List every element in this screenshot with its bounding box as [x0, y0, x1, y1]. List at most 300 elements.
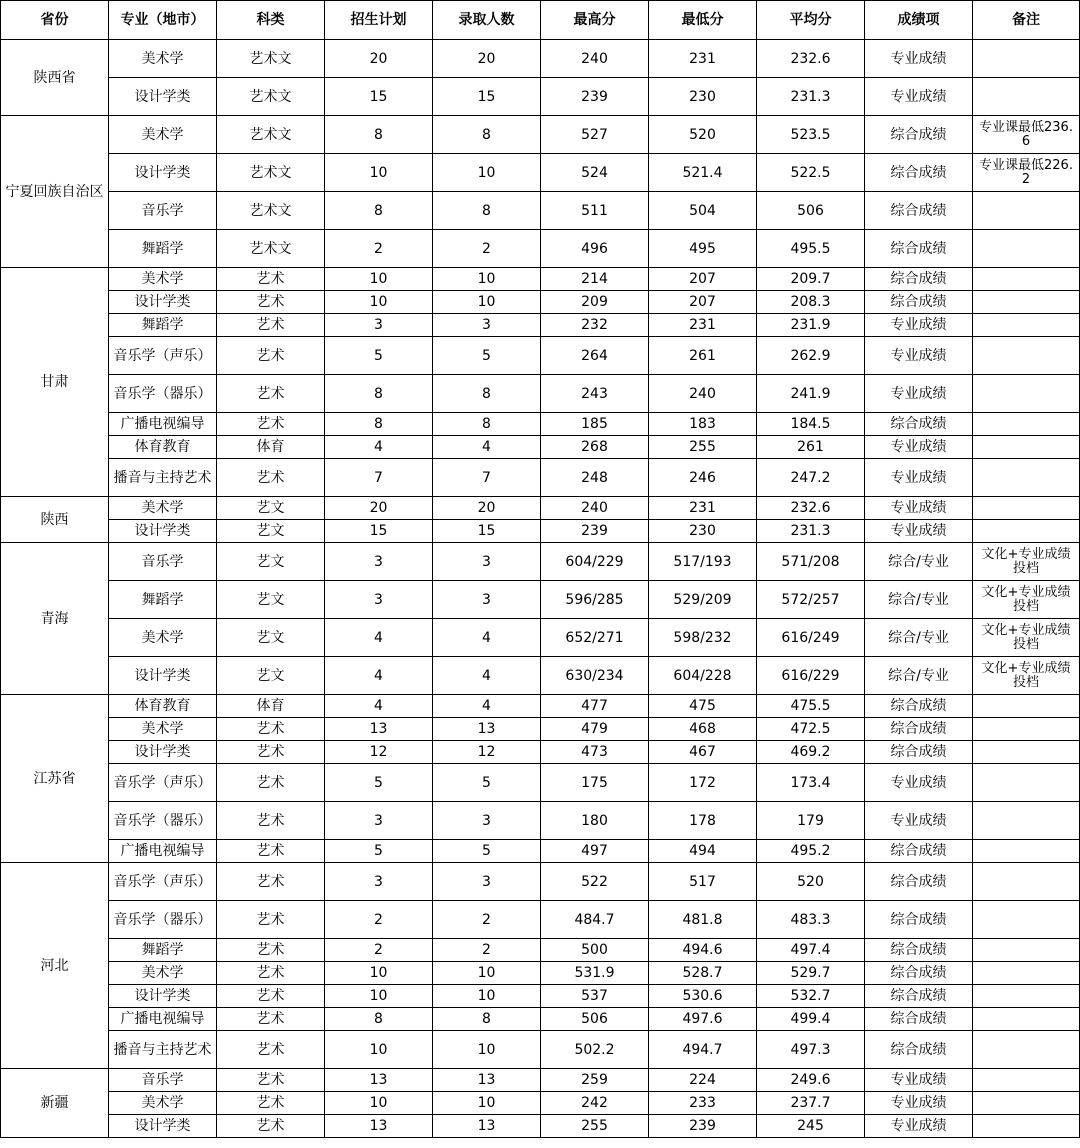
max-score-cell: 185 [541, 413, 649, 436]
plan-cell: 10 [325, 1092, 433, 1115]
category-cell: 体育 [217, 695, 325, 718]
remark-cell [973, 840, 1080, 863]
admitted-cell: 13 [433, 718, 541, 741]
category-cell: 艺文 [217, 619, 325, 657]
admitted-cell: 15 [433, 520, 541, 543]
province-cell: 青海 [1, 543, 109, 695]
category-cell: 艺术 [217, 962, 325, 985]
score-item-cell: 综合成绩 [865, 901, 973, 939]
admitted-cell: 8 [433, 375, 541, 413]
category-cell: 艺文 [217, 657, 325, 695]
remark-cell [973, 718, 1080, 741]
table-row [1, 985, 1080, 1008]
avg-score-cell: 520 [757, 863, 865, 901]
plan-cell: 7 [325, 459, 433, 497]
plan-cell: 15 [325, 78, 433, 116]
admitted-cell: 5 [433, 337, 541, 375]
score-item-cell: 专业成绩 [865, 337, 973, 375]
avg-score-cell: 237.7 [757, 1092, 865, 1115]
max-score-cell: 479 [541, 718, 649, 741]
score-item-cell: 专业成绩 [865, 375, 973, 413]
province-cell: 新疆 [1, 1069, 109, 1138]
score-item-cell: 综合成绩 [865, 413, 973, 436]
avg-score-cell: 262.9 [757, 337, 865, 375]
plan-cell: 3 [325, 543, 433, 581]
admitted-cell: 4 [433, 657, 541, 695]
max-score-cell: 477 [541, 695, 649, 718]
avg-score-cell: 231.3 [757, 78, 865, 116]
avg-score-cell: 472.5 [757, 718, 865, 741]
avg-score-cell: 231.3 [757, 520, 865, 543]
min-score-cell: 494.7 [649, 1031, 757, 1069]
avg-score-cell: 261 [757, 436, 865, 459]
min-score-cell: 520 [649, 116, 757, 154]
avg-score-cell: 483.3 [757, 901, 865, 939]
admitted-cell: 3 [433, 543, 541, 581]
score-item-cell: 专业成绩 [865, 1115, 973, 1138]
max-score-cell: 497 [541, 840, 649, 863]
min-score-cell: 494.6 [649, 939, 757, 962]
plan-cell: 10 [325, 1031, 433, 1069]
major-cell: 音乐学 [109, 1069, 217, 1092]
max-score-cell: 537 [541, 985, 649, 1008]
max-score-cell: 175 [541, 764, 649, 802]
admitted-cell: 3 [433, 581, 541, 619]
admitted-cell: 7 [433, 459, 541, 497]
table-row [1, 268, 1080, 291]
plan-cell: 8 [325, 1008, 433, 1031]
min-score-cell: 598/232 [649, 619, 757, 657]
plan-cell: 13 [325, 718, 433, 741]
header-max-score: 最高分 [541, 1, 649, 40]
category-cell: 艺术 [217, 375, 325, 413]
avg-score-cell: 475.5 [757, 695, 865, 718]
avg-score-cell: 173.4 [757, 764, 865, 802]
remark-cell [973, 863, 1080, 901]
admitted-cell: 12 [433, 741, 541, 764]
remark-cell [973, 802, 1080, 840]
avg-score-cell: 469.2 [757, 741, 865, 764]
score-item-cell: 专业成绩 [865, 1069, 973, 1092]
remark-cell [973, 764, 1080, 802]
min-score-cell: 495 [649, 230, 757, 268]
avg-score-cell: 247.2 [757, 459, 865, 497]
score-item-cell: 综合成绩 [865, 741, 973, 764]
plan-cell: 12 [325, 741, 433, 764]
max-score-cell: 239 [541, 78, 649, 116]
table-row [1, 741, 1080, 764]
max-score-cell: 473 [541, 741, 649, 764]
table-row [1, 375, 1080, 413]
table-row [1, 192, 1080, 230]
admitted-cell: 8 [433, 413, 541, 436]
min-score-cell: 528.7 [649, 962, 757, 985]
score-item-cell: 综合/专业 [865, 581, 973, 619]
avg-score-cell: 616/249 [757, 619, 865, 657]
max-score-cell: 527 [541, 116, 649, 154]
plan-cell: 4 [325, 436, 433, 459]
table-row [1, 863, 1080, 901]
major-cell: 舞蹈学 [109, 581, 217, 619]
plan-cell: 4 [325, 619, 433, 657]
max-score-cell: 496 [541, 230, 649, 268]
min-score-cell: 468 [649, 718, 757, 741]
max-score-cell: 232 [541, 314, 649, 337]
min-score-cell: 530.6 [649, 985, 757, 1008]
remark-cell [973, 413, 1080, 436]
admitted-cell: 10 [433, 268, 541, 291]
admitted-cell: 10 [433, 291, 541, 314]
category-cell: 艺术 [217, 764, 325, 802]
score-item-cell: 综合成绩 [865, 268, 973, 291]
plan-cell: 3 [325, 314, 433, 337]
admitted-cell: 8 [433, 1008, 541, 1031]
min-score-cell: 224 [649, 1069, 757, 1092]
remark-cell [973, 436, 1080, 459]
table-row [1, 657, 1080, 695]
category-cell: 艺术 [217, 718, 325, 741]
remark-cell [973, 268, 1080, 291]
min-score-cell: 494 [649, 840, 757, 863]
max-score-cell: 506 [541, 1008, 649, 1031]
plan-cell: 3 [325, 863, 433, 901]
avg-score-cell: 497.4 [757, 939, 865, 962]
major-cell: 音乐学（声乐） [109, 337, 217, 375]
table-row [1, 116, 1080, 154]
remark-cell [973, 459, 1080, 497]
score-item-cell: 综合成绩 [865, 1031, 973, 1069]
major-cell: 体育教育 [109, 436, 217, 459]
avg-score-cell: 231.9 [757, 314, 865, 337]
min-score-cell: 178 [649, 802, 757, 840]
score-item-cell: 综合成绩 [865, 863, 973, 901]
header-province: 省份 [1, 1, 109, 40]
score-item-cell: 综合成绩 [865, 939, 973, 962]
admitted-cell: 20 [433, 40, 541, 78]
header-admitted: 录取人数 [433, 1, 541, 40]
plan-cell: 3 [325, 802, 433, 840]
category-cell: 艺术文 [217, 78, 325, 116]
remark-cell [973, 1115, 1080, 1138]
max-score-cell: 240 [541, 497, 649, 520]
table-row [1, 520, 1080, 543]
remark-cell: 文化+专业成绩投档 [973, 657, 1080, 695]
category-cell: 艺术 [217, 459, 325, 497]
province-cell: 江苏省 [1, 695, 109, 863]
major-cell: 体育教育 [109, 695, 217, 718]
remark-cell: 文化+专业成绩投档 [973, 543, 1080, 581]
category-cell: 艺文 [217, 581, 325, 619]
admitted-cell: 8 [433, 192, 541, 230]
header-remarks: 备注 [973, 1, 1080, 40]
plan-cell: 20 [325, 497, 433, 520]
admitted-cell: 10 [433, 985, 541, 1008]
score-item-cell: 专业成绩 [865, 78, 973, 116]
plan-cell: 8 [325, 413, 433, 436]
plan-cell: 4 [325, 657, 433, 695]
score-item-cell: 专业成绩 [865, 764, 973, 802]
min-score-cell: 240 [649, 375, 757, 413]
major-cell: 播音与主持艺术 [109, 1031, 217, 1069]
header-avg-score: 平均分 [757, 1, 865, 40]
max-score-cell: 531.9 [541, 962, 649, 985]
remark-cell [973, 337, 1080, 375]
avg-score-cell: 616/229 [757, 657, 865, 695]
admitted-cell: 10 [433, 1092, 541, 1115]
major-cell: 设计学类 [109, 657, 217, 695]
category-cell: 艺术 [217, 802, 325, 840]
min-score-cell: 604/228 [649, 657, 757, 695]
table-body [1, 40, 1080, 1138]
table-row [1, 230, 1080, 268]
max-score-cell: 502.2 [541, 1031, 649, 1069]
table-row [1, 154, 1080, 192]
category-cell: 艺术 [217, 1031, 325, 1069]
header-major: 专业（地市） [109, 1, 217, 40]
header-plan: 招生计划 [325, 1, 433, 40]
plan-cell: 2 [325, 939, 433, 962]
remark-cell [973, 375, 1080, 413]
admitted-cell: 4 [433, 619, 541, 657]
plan-cell: 2 [325, 230, 433, 268]
remark-cell [973, 497, 1080, 520]
category-cell: 艺术文 [217, 230, 325, 268]
major-cell: 音乐学（器乐） [109, 901, 217, 939]
table-row [1, 413, 1080, 436]
admitted-cell: 15 [433, 78, 541, 116]
admitted-cell: 10 [433, 962, 541, 985]
major-cell: 设计学类 [109, 520, 217, 543]
score-item-cell: 专业成绩 [865, 497, 973, 520]
category-cell: 艺术 [217, 1008, 325, 1031]
max-score-cell: 214 [541, 268, 649, 291]
admitted-cell: 4 [433, 695, 541, 718]
table-row [1, 764, 1080, 802]
table-row [1, 1008, 1080, 1031]
min-score-cell: 207 [649, 268, 757, 291]
avg-score-cell: 495.2 [757, 840, 865, 863]
category-cell: 艺术 [217, 1115, 325, 1138]
admitted-cell: 10 [433, 1031, 541, 1069]
admitted-cell: 20 [433, 497, 541, 520]
min-score-cell: 183 [649, 413, 757, 436]
max-score-cell: 239 [541, 520, 649, 543]
max-score-cell: 511 [541, 192, 649, 230]
admitted-cell: 2 [433, 939, 541, 962]
max-score-cell: 259 [541, 1069, 649, 1092]
major-cell: 美术学 [109, 962, 217, 985]
major-cell: 广播电视编导 [109, 840, 217, 863]
province-cell: 陕西省 [1, 40, 109, 116]
max-score-cell: 240 [541, 40, 649, 78]
major-cell: 美术学 [109, 718, 217, 741]
score-item-cell: 专业成绩 [865, 40, 973, 78]
min-score-cell: 529/209 [649, 581, 757, 619]
avg-score-cell: 532.7 [757, 985, 865, 1008]
min-score-cell: 261 [649, 337, 757, 375]
min-score-cell: 207 [649, 291, 757, 314]
admitted-cell: 5 [433, 840, 541, 863]
admitted-cell: 2 [433, 230, 541, 268]
table-row [1, 314, 1080, 337]
score-item-cell: 专业成绩 [865, 802, 973, 840]
score-item-cell: 综合成绩 [865, 962, 973, 985]
major-cell: 美术学 [109, 497, 217, 520]
plan-cell: 10 [325, 268, 433, 291]
score-item-cell: 综合成绩 [865, 985, 973, 1008]
max-score-cell: 522 [541, 863, 649, 901]
major-cell: 设计学类 [109, 291, 217, 314]
plan-cell: 10 [325, 985, 433, 1008]
plan-cell: 8 [325, 192, 433, 230]
avg-score-cell: 529.7 [757, 962, 865, 985]
plan-cell: 5 [325, 840, 433, 863]
avg-score-cell: 209.7 [757, 268, 865, 291]
score-item-cell: 综合成绩 [865, 695, 973, 718]
plan-cell: 10 [325, 291, 433, 314]
plan-cell: 5 [325, 764, 433, 802]
table-row [1, 497, 1080, 520]
admitted-cell: 8 [433, 116, 541, 154]
min-score-cell: 504 [649, 192, 757, 230]
category-cell: 艺术 [217, 985, 325, 1008]
admitted-cell: 3 [433, 863, 541, 901]
avg-score-cell: 572/257 [757, 581, 865, 619]
major-cell: 美术学 [109, 619, 217, 657]
min-score-cell: 497.6 [649, 1008, 757, 1031]
remark-cell [973, 192, 1080, 230]
table-row [1, 40, 1080, 78]
score-item-cell: 专业成绩 [865, 314, 973, 337]
score-item-cell: 专业成绩 [865, 520, 973, 543]
max-score-cell: 209 [541, 291, 649, 314]
min-score-cell: 481.8 [649, 901, 757, 939]
category-cell: 艺术 [217, 901, 325, 939]
max-score-cell: 255 [541, 1115, 649, 1138]
max-score-cell: 180 [541, 802, 649, 840]
category-cell: 艺术文 [217, 192, 325, 230]
plan-cell: 13 [325, 1115, 433, 1138]
min-score-cell: 255 [649, 436, 757, 459]
score-item-cell: 综合/专业 [865, 619, 973, 657]
category-cell: 艺文 [217, 497, 325, 520]
plan-cell: 3 [325, 581, 433, 619]
max-score-cell: 652/271 [541, 619, 649, 657]
major-cell: 设计学类 [109, 741, 217, 764]
table-row [1, 901, 1080, 939]
min-score-cell: 231 [649, 314, 757, 337]
admitted-cell: 3 [433, 314, 541, 337]
max-score-cell: 248 [541, 459, 649, 497]
table-header [1, 1, 1080, 40]
major-cell: 设计学类 [109, 985, 217, 1008]
header-score-item: 成绩项 [865, 1, 973, 40]
table-row [1, 619, 1080, 657]
admitted-cell: 4 [433, 436, 541, 459]
remark-cell [973, 1031, 1080, 1069]
major-cell: 广播电视编导 [109, 413, 217, 436]
remark-cell [973, 78, 1080, 116]
min-score-cell: 521.4 [649, 154, 757, 192]
max-score-cell: 604/229 [541, 543, 649, 581]
remark-cell [973, 1069, 1080, 1092]
plan-cell: 4 [325, 695, 433, 718]
major-cell: 舞蹈学 [109, 230, 217, 268]
max-score-cell: 264 [541, 337, 649, 375]
table-row [1, 1115, 1080, 1138]
category-cell: 艺术 [217, 337, 325, 375]
major-cell: 美术学 [109, 116, 217, 154]
category-cell: 艺术 [217, 939, 325, 962]
plan-cell: 10 [325, 962, 433, 985]
min-score-cell: 230 [649, 78, 757, 116]
plan-cell: 8 [325, 375, 433, 413]
category-cell: 艺术 [217, 741, 325, 764]
remark-cell [973, 40, 1080, 78]
min-score-cell: 517 [649, 863, 757, 901]
min-score-cell: 517/193 [649, 543, 757, 581]
table-row [1, 543, 1080, 581]
plan-cell: 13 [325, 1069, 433, 1092]
province-cell: 河北 [1, 863, 109, 1069]
category-cell: 艺术文 [217, 116, 325, 154]
major-cell: 广播电视编导 [109, 1008, 217, 1031]
table-row [1, 337, 1080, 375]
remark-cell: 文化+专业成绩投档 [973, 581, 1080, 619]
plan-cell: 15 [325, 520, 433, 543]
min-score-cell: 230 [649, 520, 757, 543]
score-item-cell: 综合成绩 [865, 291, 973, 314]
score-item-cell: 专业成绩 [865, 1092, 973, 1115]
score-item-cell: 综合成绩 [865, 1008, 973, 1031]
major-cell: 音乐学（声乐） [109, 863, 217, 901]
major-cell: 舞蹈学 [109, 939, 217, 962]
plan-cell: 20 [325, 40, 433, 78]
admitted-cell: 5 [433, 764, 541, 802]
max-score-cell: 596/285 [541, 581, 649, 619]
table-row [1, 718, 1080, 741]
category-cell: 艺术 [217, 1092, 325, 1115]
major-cell: 美术学 [109, 40, 217, 78]
table-row [1, 1031, 1080, 1069]
category-cell: 艺术 [217, 840, 325, 863]
major-cell: 音乐学（器乐） [109, 802, 217, 840]
max-score-cell: 500 [541, 939, 649, 962]
avg-score-cell: 495.5 [757, 230, 865, 268]
min-score-cell: 231 [649, 497, 757, 520]
admitted-cell: 13 [433, 1069, 541, 1092]
max-score-cell: 630/234 [541, 657, 649, 695]
major-cell: 音乐学（声乐） [109, 764, 217, 802]
major-cell: 设计学类 [109, 154, 217, 192]
admitted-cell: 2 [433, 901, 541, 939]
major-cell: 音乐学（器乐） [109, 375, 217, 413]
remark-cell [973, 1092, 1080, 1115]
category-cell: 体育 [217, 436, 325, 459]
avg-score-cell: 497.3 [757, 1031, 865, 1069]
major-cell: 美术学 [109, 1092, 217, 1115]
province-cell: 宁夏回族自治区 [1, 116, 109, 268]
max-score-cell: 524 [541, 154, 649, 192]
remark-cell [973, 230, 1080, 268]
min-score-cell: 233 [649, 1092, 757, 1115]
header-row [1, 1, 1080, 40]
remark-cell: 专业课最低226.2 [973, 154, 1080, 192]
remark-cell [973, 741, 1080, 764]
avg-score-cell: 245 [757, 1115, 865, 1138]
table-row [1, 291, 1080, 314]
table-row [1, 939, 1080, 962]
